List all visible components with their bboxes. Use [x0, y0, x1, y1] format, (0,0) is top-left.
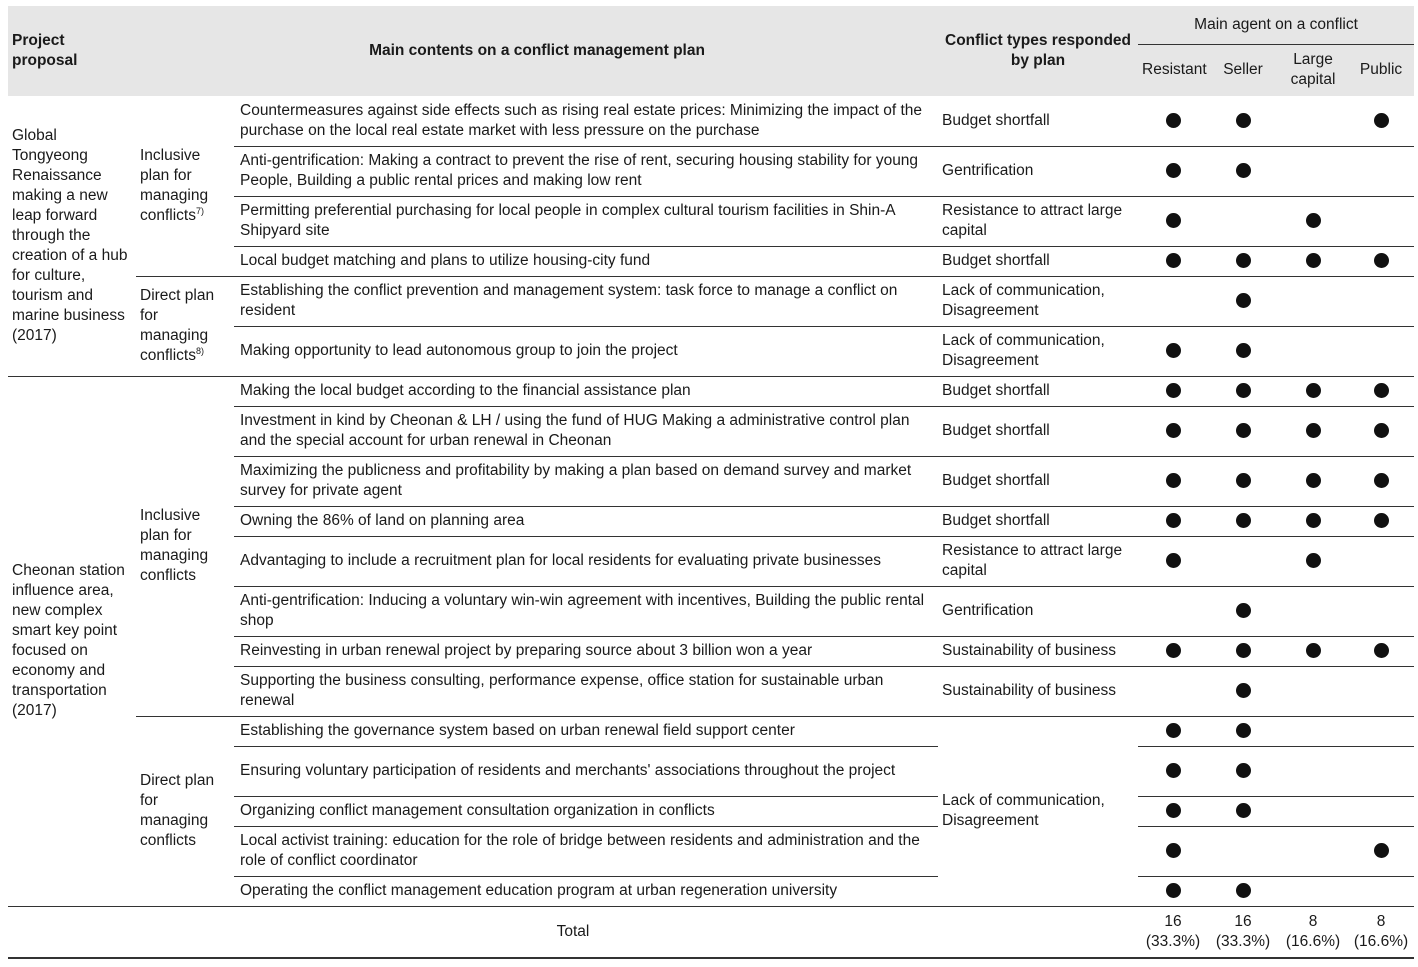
conflict-type-cell: Budget shortfall: [938, 246, 1138, 276]
agent-mark-seller: [1208, 666, 1278, 716]
filled-circle-icon: [1166, 213, 1181, 228]
filled-circle-icon: [1374, 473, 1389, 488]
plan-content-cell: Operating the conflict management education program at urban regeneration university: [234, 876, 938, 906]
filled-circle-icon: [1166, 803, 1181, 818]
filled-circle-icon: [1166, 643, 1181, 658]
agent-mark-resistant: [1138, 276, 1208, 326]
total-row: [8, 906, 1414, 958]
filled-circle-icon: [1236, 473, 1251, 488]
agent-mark-large-capital: [1278, 326, 1348, 376]
agent-mark-resistant: [1138, 586, 1208, 636]
conflict-type-cell: Budget shortfall: [938, 96, 1138, 146]
filled-circle-icon: [1236, 683, 1251, 698]
agent-mark-resistant: [1138, 746, 1208, 796]
plan-content-cell: Countermeasures against side effects such as rising real estate prices: Minimizing the impact of the purchase on the local real estate market with less pressure on the purchase: [234, 96, 938, 146]
conflict-type-cell: Lack of communication, Disagreement: [938, 716, 1138, 906]
agent-mark-seller: [1208, 536, 1278, 586]
agent-mark-public: [1348, 746, 1414, 796]
filled-circle-icon: [1236, 603, 1251, 618]
agent-mark-public: [1348, 146, 1414, 196]
agent-mark-large-capital: [1278, 506, 1348, 536]
table-body: [8, 96, 1414, 906]
filled-circle-icon: [1306, 473, 1321, 488]
total-seller: 16 (33.3%): [1208, 906, 1278, 958]
agent-mark-large-capital: [1278, 876, 1348, 906]
filled-circle-icon: [1374, 843, 1389, 858]
agent-mark-public: [1348, 276, 1414, 326]
plan-name: Direct plan for managing conflicts: [140, 772, 215, 849]
agent-mark-resistant: [1138, 506, 1208, 536]
agent-mark-seller: [1208, 276, 1278, 326]
filled-circle-icon: [1306, 553, 1321, 568]
plan-name-cell: [136, 716, 234, 906]
header-agent-public: Public: [1348, 44, 1414, 96]
header-conflict-types: Conflict types responded by plan: [938, 6, 1138, 96]
agent-mark-seller: [1208, 716, 1278, 746]
agent-mark-seller: [1208, 826, 1278, 876]
header-agent-resistant: Resistant: [1138, 44, 1208, 96]
plan-content-cell: Making the local budget according to the financial assistance plan: [234, 376, 938, 406]
agent-mark-public: [1348, 96, 1414, 146]
filled-circle-icon: [1166, 553, 1181, 568]
agent-mark-large-capital: [1278, 746, 1348, 796]
agent-mark-public: [1348, 326, 1414, 376]
plan-content-cell: Local activist training: education for the role of bridge between residents and administration and the role of conflict coordinator: [234, 826, 938, 876]
filled-circle-icon: [1236, 643, 1251, 658]
conflict-management-table: [8, 6, 1414, 959]
filled-circle-icon: [1166, 513, 1181, 528]
plan-name: Inclusive plan for managing conflicts: [140, 507, 209, 584]
agent-mark-seller: [1208, 876, 1278, 906]
agent-mark-seller: [1208, 796, 1278, 826]
conflict-type-cell: Budget shortfall: [938, 506, 1138, 536]
filled-circle-icon: [1236, 383, 1251, 398]
plan-content-cell: Permitting preferential purchasing for local people in complex cultural tourism facilities in Shin-A Shipyard site: [234, 196, 938, 246]
agent-mark-large-capital: [1278, 196, 1348, 246]
agent-mark-large-capital: [1278, 716, 1348, 746]
plan-content-cell: Ensuring voluntary participation of residents and merchants' associations throughout the project: [234, 746, 938, 796]
filled-circle-icon: [1374, 513, 1389, 528]
agent-mark-public: [1348, 716, 1414, 746]
agent-mark-public: [1348, 246, 1414, 276]
agent-mark-seller: [1208, 456, 1278, 506]
agent-mark-resistant: [1138, 796, 1208, 826]
table-row: [8, 276, 1414, 326]
agent-mark-large-capital: [1278, 456, 1348, 506]
filled-circle-icon: [1166, 163, 1181, 178]
filled-circle-icon: [1236, 253, 1251, 268]
plan-content-cell: Local budget matching and plans to utilize housing-city fund: [234, 246, 938, 276]
agent-mark-large-capital: [1278, 276, 1348, 326]
filled-circle-icon: [1236, 343, 1251, 358]
table-header: [8, 6, 1414, 96]
agent-mark-large-capital: [1278, 246, 1348, 276]
agent-mark-seller: [1208, 246, 1278, 276]
filled-circle-icon: [1306, 383, 1321, 398]
conflict-type-cell: Budget shortfall: [938, 456, 1138, 506]
agent-mark-seller: [1208, 376, 1278, 406]
filled-circle-icon: [1166, 343, 1181, 358]
header-agent-seller: Seller: [1208, 44, 1278, 96]
agent-mark-resistant: [1138, 146, 1208, 196]
filled-circle-icon: [1236, 883, 1251, 898]
agent-mark-public: [1348, 456, 1414, 506]
agent-mark-public: [1348, 406, 1414, 456]
plan-content-cell: Anti-gentrification: Making a contract to prevent the rise of rent, securing housing stability for young People, Building a public rental prices and making low rent: [234, 146, 938, 196]
project-proposal-cell: Global Tongyeong Renaissance making a new leap forward through the creation of a hub for culture, tourism and marine business (2017): [8, 96, 136, 376]
plan-content-cell: Organizing conflict management consultation organization in conflicts: [234, 796, 938, 826]
filled-circle-icon: [1166, 843, 1181, 858]
plan-content-cell: Reinvesting in urban renewal project by preparing source about 3 billion won a year: [234, 636, 938, 666]
footnote-marker: 8): [196, 345, 205, 356]
filled-circle-icon: [1374, 253, 1389, 268]
header-agent-large-capital: Large capital: [1278, 44, 1348, 96]
plan-content-cell: Maximizing the publicness and profitability by making a plan based on demand survey and market survey for private agent: [234, 456, 938, 506]
agent-mark-resistant: [1138, 636, 1208, 666]
filled-circle-icon: [1166, 473, 1181, 488]
filled-circle-icon: [1306, 253, 1321, 268]
total-public: 8 (16.6%): [1348, 906, 1414, 958]
agent-mark-public: [1348, 796, 1414, 826]
filled-circle-icon: [1374, 423, 1389, 438]
filled-circle-icon: [1374, 113, 1389, 128]
project-proposal-cell: Cheonan station influence area, new complex smart key point focused on economy and transportation (2017): [8, 376, 136, 906]
agent-mark-large-capital: [1278, 376, 1348, 406]
agent-mark-large-capital: [1278, 636, 1348, 666]
footnote-marker: 7): [196, 205, 205, 216]
agent-mark-large-capital: [1278, 146, 1348, 196]
plan-name: Direct plan for managing conflicts: [140, 287, 215, 364]
conflict-type-cell: Resistance to attract large capital: [938, 196, 1138, 246]
header-main-agent: Main agent on a conflict: [1138, 6, 1414, 44]
agent-mark-resistant: [1138, 246, 1208, 276]
plan-content-cell: Investment in kind by Cheonan & LH / using the fund of HUG Making a administrative control plan and the special account for urban renewal in Cheonan: [234, 406, 938, 456]
agent-mark-large-capital: [1278, 666, 1348, 716]
conflict-type-cell: Gentrification: [938, 146, 1138, 196]
filled-circle-icon: [1306, 643, 1321, 658]
plan-name-cell: [136, 376, 234, 716]
plan-content-cell: Owning the 86% of land on planning area: [234, 506, 938, 536]
agent-mark-public: [1348, 636, 1414, 666]
agent-mark-large-capital: [1278, 406, 1348, 456]
filled-circle-icon: [1236, 163, 1251, 178]
conflict-type-cell: Budget shortfall: [938, 376, 1138, 406]
filled-circle-icon: [1374, 643, 1389, 658]
table-row: [8, 716, 1414, 746]
agent-mark-public: [1348, 586, 1414, 636]
agent-mark-public: [1348, 666, 1414, 716]
conflict-type-cell: Resistance to attract large capital: [938, 536, 1138, 586]
plan-content-cell: Establishing the governance system based on urban renewal field support center: [234, 716, 938, 746]
filled-circle-icon: [1166, 763, 1181, 778]
filled-circle-icon: [1236, 763, 1251, 778]
filled-circle-icon: [1306, 423, 1321, 438]
filled-circle-icon: [1166, 883, 1181, 898]
conflict-type-cell: Lack of communication, Disagreement: [938, 276, 1138, 326]
agent-mark-seller: [1208, 196, 1278, 246]
agent-mark-seller: [1208, 506, 1278, 536]
agent-mark-large-capital: [1278, 586, 1348, 636]
agent-mark-resistant: [1138, 456, 1208, 506]
agent-mark-public: [1348, 506, 1414, 536]
header-project-proposal: Project proposal: [8, 6, 136, 96]
plan-content-cell: Anti-gentrification: Inducing a voluntary win-win agreement with incentives, Building the public rental shop: [234, 586, 938, 636]
total-large-capital: 8 (16.6%): [1278, 906, 1348, 958]
agent-mark-large-capital: [1278, 796, 1348, 826]
filled-circle-icon: [1166, 383, 1181, 398]
filled-circle-icon: [1236, 723, 1251, 738]
filled-circle-icon: [1166, 253, 1181, 268]
agent-mark-public: [1348, 536, 1414, 586]
total-label: Total: [8, 906, 1138, 958]
conflict-type-cell: Lack of communication, Disagreement: [938, 326, 1138, 376]
agent-mark-resistant: [1138, 876, 1208, 906]
agent-mark-public: [1348, 826, 1414, 876]
table-row: [8, 376, 1414, 406]
filled-circle-icon: [1166, 723, 1181, 738]
filled-circle-icon: [1306, 213, 1321, 228]
header-main-contents: Main contents on a conflict management plan: [136, 6, 938, 96]
filled-circle-icon: [1236, 293, 1251, 308]
agent-mark-seller: [1208, 146, 1278, 196]
agent-mark-seller: [1208, 96, 1278, 146]
total-resistant: 16 (33.3%): [1138, 906, 1208, 958]
agent-mark-resistant: [1138, 536, 1208, 586]
agent-mark-resistant: [1138, 716, 1208, 746]
agent-mark-large-capital: [1278, 96, 1348, 146]
filled-circle-icon: [1236, 113, 1251, 128]
conflict-type-cell: Gentrification: [938, 586, 1138, 636]
filled-circle-icon: [1374, 383, 1389, 398]
agent-mark-large-capital: [1278, 536, 1348, 586]
agent-mark-resistant: [1138, 196, 1208, 246]
agent-mark-resistant: [1138, 326, 1208, 376]
agent-mark-resistant: [1138, 376, 1208, 406]
filled-circle-icon: [1236, 803, 1251, 818]
filled-circle-icon: [1236, 423, 1251, 438]
conflict-type-cell: Budget shortfall: [938, 406, 1138, 456]
plan-name-cell: [136, 276, 234, 376]
plan-name: Inclusive plan for managing conflicts: [140, 146, 209, 224]
plan-name-cell: [136, 96, 234, 276]
filled-circle-icon: [1236, 513, 1251, 528]
agent-mark-large-capital: [1278, 826, 1348, 876]
agent-mark-seller: [1208, 636, 1278, 666]
agent-mark-seller: [1208, 746, 1278, 796]
agent-mark-seller: [1208, 326, 1278, 376]
agent-mark-seller: [1208, 406, 1278, 456]
agent-mark-resistant: [1138, 96, 1208, 146]
table-row: [8, 96, 1414, 146]
plan-content-cell: Establishing the conflict prevention and management system: task force to manage a conflict on resident: [234, 276, 938, 326]
agent-mark-public: [1348, 876, 1414, 906]
filled-circle-icon: [1166, 113, 1181, 128]
agent-mark-resistant: [1138, 826, 1208, 876]
agent-mark-resistant: [1138, 406, 1208, 456]
conflict-type-cell: Sustainability of business: [938, 666, 1138, 716]
agent-mark-seller: [1208, 586, 1278, 636]
plan-content-cell: Supporting the business consulting, performance expense, office station for sustainable urban renewal: [234, 666, 938, 716]
filled-circle-icon: [1166, 423, 1181, 438]
plan-content-cell: Advantaging to include a recruitment plan for local residents for evaluating private businesses: [234, 536, 938, 586]
agent-mark-resistant: [1138, 666, 1208, 716]
agent-mark-public: [1348, 376, 1414, 406]
agent-mark-public: [1348, 196, 1414, 246]
filled-circle-icon: [1306, 513, 1321, 528]
plan-content-cell: Making opportunity to lead autonomous group to join the project: [234, 326, 938, 376]
conflict-type-cell: Sustainability of business: [938, 636, 1138, 666]
